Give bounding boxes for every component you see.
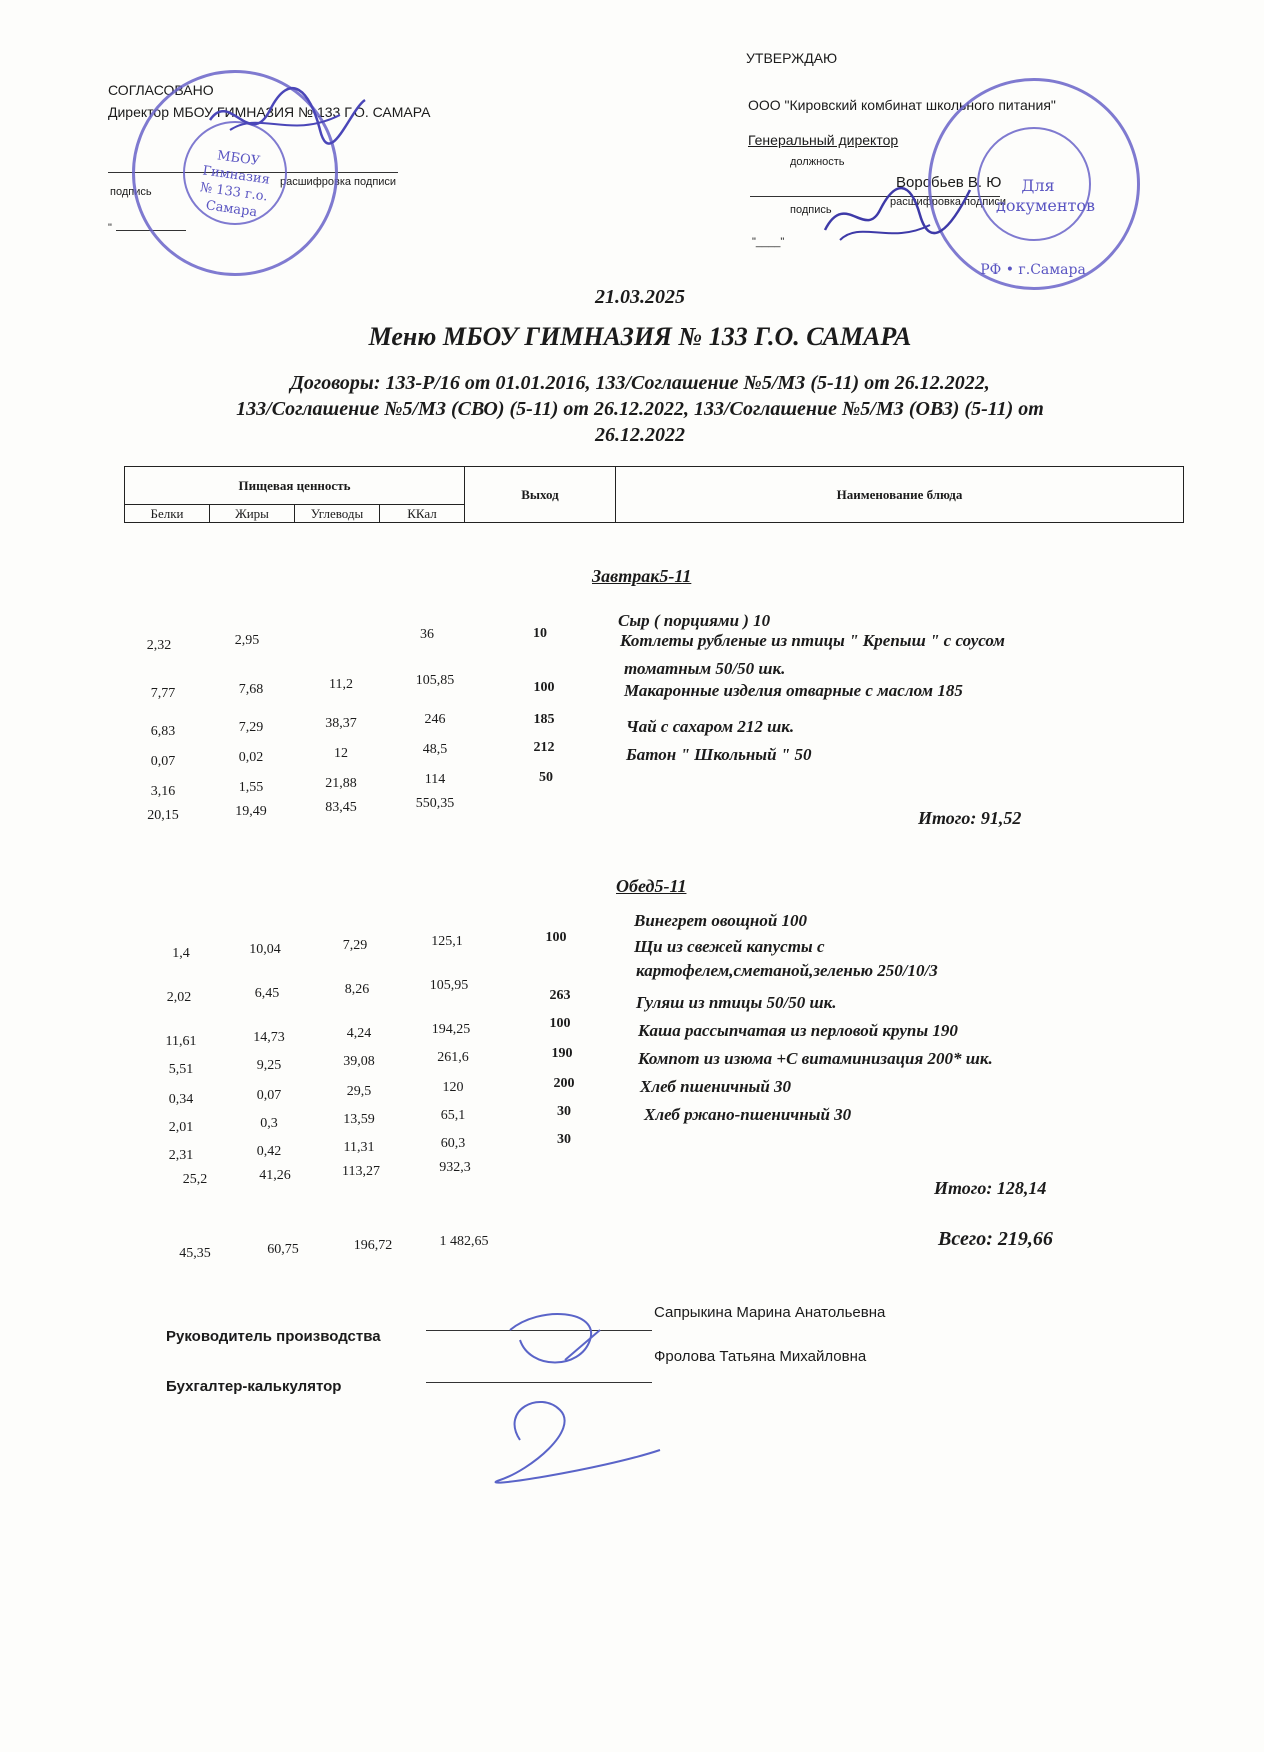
grand-sum-carbs: 196,72: [353, 1238, 393, 1253]
lunch-row-carbs: 29,5: [346, 1084, 372, 1099]
header-kcal: ККал: [380, 505, 465, 523]
lunch-row-kcal: 194,25: [431, 1022, 471, 1037]
lunch-row-proteins: 5,51: [168, 1062, 194, 1077]
breakfast-row-output: 50: [539, 770, 553, 785]
approval-left-title: СОГЛАСОВАНО: [108, 82, 214, 98]
signature-production-scribble: [470, 1300, 670, 1500]
lunch-sum-proteins: 25,2: [182, 1172, 208, 1187]
approval-right-title: УТВЕРЖДАЮ: [746, 50, 838, 66]
header-output: Выход: [465, 467, 616, 523]
breakfast-row-fats: 2,95: [234, 633, 260, 648]
grand-sum-kcal: 1 482,65: [439, 1234, 489, 1249]
breakfast-row-dish: Котлеты рубленые из птицы " Крепыш " с соусом: [620, 631, 1005, 650]
lunch-row-fats: 6,45: [254, 986, 280, 1001]
lunch-row-fats: 0,07: [256, 1088, 282, 1103]
lunch-row-proteins: 2,02: [166, 990, 192, 1005]
grand-total: Всего: 219,66: [938, 1228, 1053, 1250]
breakfast-sum-proteins: 20,15: [147, 808, 179, 823]
breakfast-row-dish: Батон " Школьный " 50: [626, 745, 812, 764]
breakfast-row-output: 185: [533, 712, 555, 727]
breakfast-row-carbs: 12: [334, 746, 348, 761]
lunch-row-output: 100: [549, 1016, 571, 1031]
header-fats: Жиры: [210, 505, 295, 523]
lunch-title: Обед5-11: [616, 876, 687, 896]
header-proteins: Белки: [125, 505, 210, 523]
breakfast-sum-carbs: 83,45: [325, 800, 357, 815]
breakfast-row-proteins: 2,32: [146, 638, 172, 653]
lunch-sum-fats: 41,26: [259, 1168, 291, 1183]
lunch-row-proteins: 11,61: [165, 1034, 197, 1049]
approval-right-sign-caption: подпись: [790, 204, 832, 216]
breakfast-row-kcal: 246: [424, 712, 446, 727]
lunch-row-carbs: 8,26: [344, 982, 370, 997]
approval-left-name-caption: расшифровка подписи: [280, 176, 397, 188]
stamp-right-text: Для документов: [996, 176, 1095, 215]
breakfast-row-proteins: 3,16: [150, 784, 176, 799]
lunch-row-output: 30: [557, 1104, 571, 1119]
lunch-row-dish: Винегрет овощной 100: [634, 911, 808, 930]
lunch-row-dish-cont: картофелем,сметаной,зеленью 250/10/3: [636, 961, 938, 980]
breakfast-row-carbs: 38,37: [325, 716, 357, 731]
lunch-row-dish: Щи из свежей капусты с: [634, 937, 825, 956]
approval-left-position: Директор МБОУ ГИМНАЗИЯ № 133 Г.О. САМАРА: [108, 104, 431, 120]
breakfast-sum-fats: 19,49: [235, 804, 267, 819]
signature-left: [200, 80, 370, 160]
lunch-row-output: 100: [545, 930, 567, 945]
signature-role-accountant: Бухгалтер-калькулятор: [166, 1378, 342, 1395]
lunch-row-kcal: 105,95: [429, 978, 469, 993]
lunch-row-proteins: 1,4: [172, 946, 190, 961]
breakfast-row-fats: 7,68: [238, 682, 264, 697]
lunch-row-dish: Компот из изюма +С витаминизация 200* шк.: [638, 1049, 993, 1068]
lunch-row-carbs: 4,24: [346, 1026, 372, 1041]
lunch-row-kcal: 60,3: [440, 1136, 466, 1151]
breakfast-row-output: 100: [533, 680, 555, 695]
breakfast-title: Завтрак5-11: [592, 566, 692, 586]
lunch-row-output: 263: [549, 988, 571, 1003]
approval-right-org: ООО "Кировский комбинат школьного питания": [748, 97, 1056, 113]
breakfast-row-kcal: 48,5: [422, 742, 448, 757]
breakfast-sum-kcal: 550,35: [415, 796, 455, 811]
lunch-row-fats: 14,73: [253, 1030, 285, 1045]
lunch-total: Итого: 128,14: [934, 1178, 1047, 1198]
menu-table-header: [124, 466, 1184, 523]
breakfast-row-proteins: 7,77: [150, 686, 176, 701]
lunch-row-output: 190: [551, 1046, 573, 1061]
signature-role-production: Руководитель производства: [166, 1328, 381, 1345]
breakfast-row-kcal: 36: [420, 627, 434, 642]
signature-name-production: Сапрыкина Марина Анатольевна: [654, 1304, 886, 1321]
approval-right-date-stub: "____": [752, 236, 785, 248]
contracts-line-1: Договоры: 133-Р/16 от 01.01.2016, 133/Соглашение №5/МЗ (5-11) от 26.12.2022,: [290, 372, 990, 394]
approval-right-position: Генеральный директор: [748, 132, 899, 148]
lunch-row-fats: 0,42: [256, 1144, 282, 1159]
menu-date: 21.03.2025: [595, 286, 685, 308]
breakfast-total: Итого: 91,52: [918, 808, 1022, 828]
breakfast-row-carbs: 11,2: [329, 677, 353, 692]
approval-right-position-caption: должность: [790, 156, 845, 168]
lunch-row-fats: 10,04: [249, 942, 281, 957]
lunch-row-dish: Каша рассыпчатая из перловой крупы 190: [638, 1021, 958, 1040]
breakfast-row-dish: Сыр ( порциями ) 10: [618, 611, 771, 630]
stamp-right-ring-text: РФ • г.Самара: [980, 262, 1086, 278]
breakfast-row-dish: Макаронные изделия отварные с маслом 185: [624, 681, 963, 700]
lunch-row-dish: Хлеб пшеничный 30: [640, 1077, 792, 1096]
breakfast-row-output: 212: [533, 740, 555, 755]
lunch-row-carbs: 13,59: [343, 1112, 375, 1127]
lunch-row-proteins: 0,34: [168, 1092, 194, 1107]
breakfast-row-fats: 1,55: [238, 780, 264, 795]
breakfast-row-proteins: 0,07: [150, 754, 176, 769]
lunch-row-carbs: 11,31: [343, 1140, 375, 1155]
stamp-left-text: МБОУ Гимназия № 133 г.о. Самара: [198, 148, 271, 221]
approval-left-sign-caption: подпись: [110, 186, 152, 198]
lunch-row-output: 30: [557, 1132, 571, 1147]
contracts-line-3: 26.12.2022: [595, 424, 685, 446]
lunch-row-proteins: 2,01: [168, 1120, 194, 1135]
lunch-row-dish: Гуляш из птицы 50/50 шк.: [636, 993, 837, 1012]
breakfast-row-fats: 7,29: [238, 720, 264, 735]
approval-right-name: Воробьев В. Ю: [896, 174, 1002, 191]
breakfast-row-dish: Чай с сахаром 212 шк.: [626, 717, 795, 736]
lunch-row-fats: 9,25: [256, 1058, 282, 1073]
breakfast-row-fats: 0,02: [238, 750, 264, 765]
lunch-sum-carbs: 113,27: [342, 1164, 380, 1179]
breakfast-row-kcal: 105,85: [415, 673, 455, 688]
breakfast-row-proteins: 6,83: [150, 724, 176, 739]
contracts-line-2: 133/Соглашение №5/МЗ (СВО) (5-11) от 26.12.2022, 133/Соглашение №5/МЗ (ОВЗ) (5-11) от: [236, 398, 1044, 420]
signature-right: [820, 170, 980, 250]
lunch-row-dish: Хлеб ржано-пшеничный 30: [644, 1105, 852, 1124]
lunch-sum-kcal: 932,3: [439, 1160, 471, 1175]
lunch-row-output: 200: [553, 1076, 575, 1091]
approval-left-date-stub: ": [108, 222, 112, 234]
approval-right-name-caption: расшифровка подписи: [890, 196, 1007, 208]
signature-name-accountant: Фролова Татьяна Михайловна: [654, 1348, 867, 1365]
lunch-row-carbs: 7,29: [342, 938, 368, 953]
lunch-row-kcal: 125,1: [431, 934, 463, 949]
header-nutrition: Пищевая ценность: [125, 467, 465, 505]
grand-sum-fats: 60,75: [267, 1242, 299, 1257]
lunch-row-carbs: 39,08: [343, 1054, 375, 1069]
header-carbs: Углеводы: [295, 505, 380, 523]
breakfast-row-dish-cont: томатным 50/50 шк.: [624, 659, 786, 678]
lunch-row-kcal: 65,1: [440, 1108, 466, 1123]
menu-title: Меню МБОУ ГИМНАЗИЯ № 133 Г.О. САМАРА: [368, 322, 912, 351]
breakfast-row-kcal: 114: [424, 772, 446, 787]
lunch-row-fats: 0,3: [260, 1116, 278, 1131]
lunch-row-kcal: 261,6: [437, 1050, 469, 1065]
breakfast-row-output: 10: [533, 626, 547, 641]
lunch-row-kcal: 120: [442, 1080, 464, 1095]
header-dish: Наименование блюда: [616, 467, 1184, 523]
breakfast-row-carbs: 21,88: [325, 776, 357, 791]
grand-sum-proteins: 45,35: [179, 1246, 211, 1261]
lunch-row-proteins: 2,31: [168, 1148, 194, 1163]
